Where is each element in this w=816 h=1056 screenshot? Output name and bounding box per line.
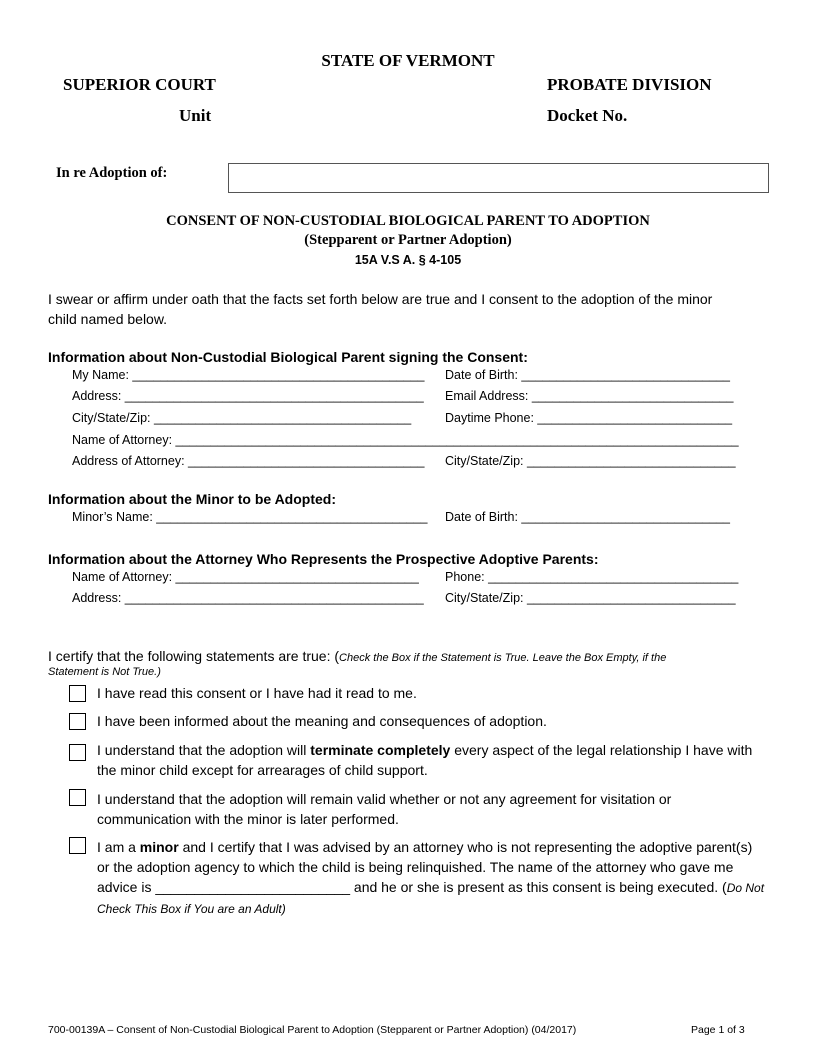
statement-2-text: I have been informed about the meaning and consequences of adoption. (97, 713, 547, 729)
oath-line-1: I swear or affirm under oath that the facts set forth below are true and I consent to the adoption of the minor (48, 291, 713, 307)
statement-3-part-b: every aspect of the legal relationship I have with the minor child except for arrearages of child support. (97, 742, 753, 778)
certify-lead: I certify that the following statements are true: ( (48, 648, 340, 664)
statement-5-italic: Do Not Check This Box if You are an Adult) (97, 881, 765, 916)
footer-page-number: Page 1 of 3 (691, 1024, 745, 1036)
statement-5-text (97, 837, 767, 919)
statement-4-checkbox[interactable] (69, 789, 86, 806)
statement-3-checkbox[interactable] (69, 744, 86, 761)
statement-5-bold: minor (139, 839, 179, 855)
oath-line-2: child named below. (48, 311, 168, 327)
adoptive-attorney-phone-field[interactable]: Phone: ____________________________________ (445, 570, 739, 584)
parent-section-heading: Information about Non-Custodial Biological Parent signing the Consent: (48, 349, 528, 365)
statement-5-part-b: and I certify that I was advised by an attorney who is not representing the adoptive parent(s) or the adoption agency to which the child is being relinquished. The name of the attorney who gave me advice is _________________________ and he or she is present as this consent is being executed. ( (97, 839, 753, 895)
statement-4-text: I understand that the adoption will remain valid whether or not any agreement for visitation or communication with the minor is later performed. (97, 791, 672, 827)
adoptive-attorney-name-field[interactable]: Name of Attorney: ___________________________________ (72, 570, 419, 584)
parent-address-field[interactable]: Address: ___________________________________________ (72, 389, 424, 403)
parent-email-field[interactable]: Email Address: _____________________________ (445, 389, 734, 403)
parent-phone-field[interactable]: Daytime Phone: ____________________________ (445, 411, 733, 425)
footer-form-id: 700-00139A – Consent of Non-Custodial Biological Parent to Adoption (Stepparent or Partner Adoption) (04/2017) (48, 1024, 577, 1036)
division-name: PROBATE DIVISION (547, 75, 712, 94)
adoptive-attorney-address-field[interactable]: Address: ___________________________________________ (72, 591, 424, 605)
court-name: SUPERIOR COURT (63, 75, 216, 94)
certify-intro (48, 648, 666, 666)
certify-instruction: Check the Box if the Statement is True. Leave the Box Empty, if the (339, 652, 667, 664)
parent-attorney-name-field[interactable]: Name of Attorney: _________________________________________________________________________________ (72, 433, 739, 447)
statement-2-checkbox[interactable] (69, 713, 86, 730)
statute-citation: 15A V.S A. § 4-105 (354, 253, 462, 267)
state-title: STATE OF VERMONT (321, 51, 495, 70)
form-subtitle: (Stepparent or Partner Adoption) (304, 232, 512, 248)
statement-3-text (97, 740, 767, 780)
statement-5-checkbox[interactable] (69, 837, 86, 854)
minor-name-field[interactable]: Minor’s Name: _______________________________________ (72, 510, 428, 524)
statement-5-part-a: I am a (97, 839, 140, 855)
parent-city-field[interactable]: City/State/Zip: _____________________________________ (72, 411, 412, 425)
form-title: CONSENT OF NON-CUSTODIAL BIOLOGICAL PARENT TO ADOPTION (166, 213, 650, 229)
statement-3-bold: terminate completely (310, 742, 451, 758)
certify-instruction-cont: Statement is Not True.) (48, 666, 161, 678)
statement-1-text: I have read this consent or I have had it read to me. (97, 685, 417, 701)
parent-dob-field[interactable]: Date of Birth: ______________________________ (445, 368, 730, 382)
statement-1-checkbox[interactable] (69, 685, 86, 702)
parent-attorney-city-field[interactable]: City/State/Zip: ______________________________ (445, 454, 736, 468)
parent-attorney-address-field[interactable]: Address of Attorney: __________________________________ (72, 454, 425, 468)
adoption-of-label: In re Adoption of: (56, 165, 168, 181)
minor-dob-field[interactable]: Date of Birth: ______________________________ (445, 510, 730, 524)
parent-name-field[interactable]: My Name: __________________________________________ (72, 368, 425, 382)
adoptive-attorney-city-field[interactable]: City/State/Zip: ______________________________ (445, 591, 736, 605)
docket-label: Docket No. (547, 106, 628, 125)
unit-label: Unit (179, 106, 212, 125)
adoption-of-input[interactable] (228, 163, 769, 193)
statement-3-part-a: I understand that the adoption will (97, 742, 311, 758)
adoptive-attorney-heading: Information about the Attorney Who Represents the Prospective Adoptive Parents: (48, 551, 599, 567)
minor-section-heading: Information about the Minor to be Adopted: (48, 491, 336, 507)
